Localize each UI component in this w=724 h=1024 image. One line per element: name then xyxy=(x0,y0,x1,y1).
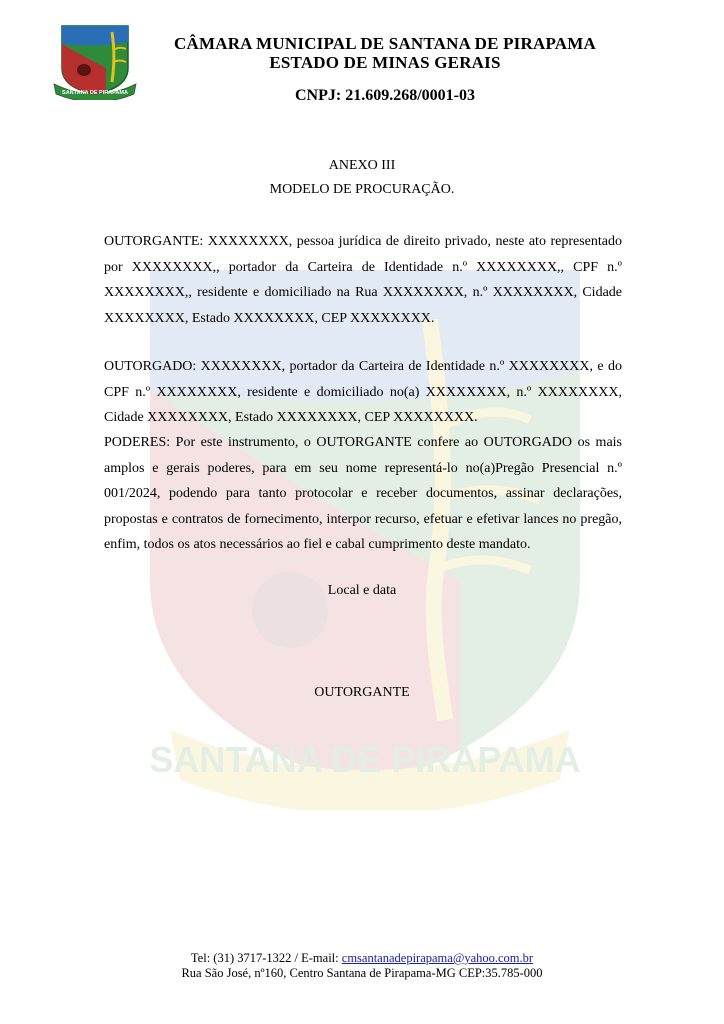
outorgado-paragraph: OUTORGADO: XXXXXXXX, portador da Carteira de Identidade n.º XXXXXXXX, e do CPF n.º XXXXXXXX, residente e domiciliado no(a) XXXXXXXX, n.º XXXXXXXX, Cidade XXXXXXXX, Estado XXXXXXXX, CEP XXXXXXXX. xyxy=(104,359,622,425)
signature-label: OUTORGANTE xyxy=(314,685,410,700)
letterhead xyxy=(140,34,630,105)
email-link[interactable]: cmsantanadepirapama@yahoo.com.br xyxy=(341,951,534,965)
watermark-text: SANTANA DE PIRAPAMA xyxy=(149,739,581,780)
cnpj-number: CNPJ: 21.609.268/0001-03 xyxy=(295,87,475,104)
footer-phone: Tel: (31) 3717-1322 / E-mail: xyxy=(190,951,342,965)
place-and-date: Local e data xyxy=(327,583,397,598)
logo-ribbon-text: SANTANA DE PIRAPAMA xyxy=(62,90,128,96)
poderes-paragraph: PODERES: Por este instrumento, o OUTORGANTE confere ao OUTORGADO os mais amplos e gerais poderes, para em seu nome representá-lo no(a)Pregão Presencial n.º 001/2024, podendo para tanto protocolar e receber documentos, assinar declarações, propostas e contratos de fornecimento, interpor recurso, efetuar e efetivar lances no pregão, enfim, todos os atos necessários ao fiel e cabal cumprimento deste mandato. xyxy=(104,435,622,552)
footer-contact xyxy=(0,951,724,966)
state-name: ESTADO DE MINAS GERAIS xyxy=(269,53,501,72)
annex-title: ANEXO III xyxy=(328,158,396,173)
institution-name: CÂMARA MUNICIPAL DE SANTANA DE PIRAPAMA xyxy=(174,34,596,53)
outorgante-paragraph: OUTORGANTE: XXXXXXXX, pessoa jurídica de direito privado, neste ato representado por XXXXXXXX,, portador da Carteira de Identidade n.º XXXXXXXX,, CPF n.º XXXXXXXX,, residente e domiciliado na Rua XXXXXXXX, n.º XXXXXXXX, Cidade XXXXXXXX, Estado XXXXXXXX, CEP XXXXXXXX. xyxy=(104,234,622,326)
document-title: MODELO DE PROCURAÇÃO. xyxy=(269,182,455,197)
footer-address: Rua São José, nº160, Centro Santana de Pirapama-MG CEP:35.785-000 xyxy=(181,966,543,980)
footer xyxy=(0,951,724,981)
municipal-coat-of-arms-logo xyxy=(52,22,138,100)
